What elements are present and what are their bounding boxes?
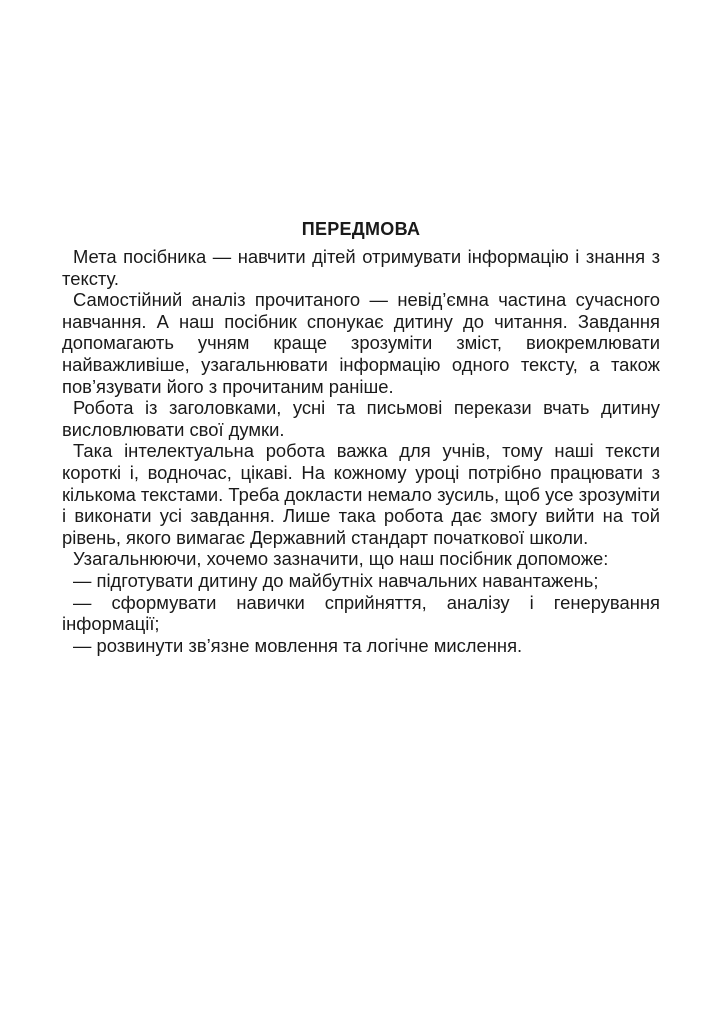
page-title: ПЕРЕДМОВА <box>301 219 421 239</box>
paragraph-intellectual-work: Така інтелектуальна робота важка для учнів, тому наші тексти короткі і, водночас, цікаві. На кожному уроці потрібно працювати з кількома текстами. Треба докласти немало зусиль, щоб усе зрозуміти і виконати усі завдання. Лише така робота дає змогу вийти на той рівень, якого вимагає Державний стандарт початкової школи. <box>62 440 660 548</box>
paragraph-summary: Узагальнюючи, хочемо зазначити, що наш посібник допоможе: <box>73 548 609 570</box>
list-item-speech: — розвинути зв’язне мовлення та логічне мислення. <box>73 634 523 656</box>
paragraph-purpose: Мета посібника — навчити дітей отримувати інформацію і знання з тексту. <box>62 246 660 289</box>
paragraph-analysis: Самостійний аналіз прочитаного — невід’ємна частина сучасного навчання. А наш посібник спонукає дитину до читання. Завдання допомагають учням краще зрозуміти зміст, виокремлювати найважливіше, узагальнювати інформацію одного тексту, а також пов’язувати його з прочитаним раніше. <box>62 289 660 397</box>
paragraph-headings: Робота із заголовками, усні та письмові перекази вчать дитину висловлювати свої думки. <box>62 397 660 440</box>
list-item-prepare: — підготувати дитину до майбутніх навчальних навантажень; <box>73 569 599 591</box>
document-page <box>62 218 660 656</box>
list-item-skills: — сформувати навички сприйняття, аналізу і генерування інформації; <box>62 591 660 635</box>
